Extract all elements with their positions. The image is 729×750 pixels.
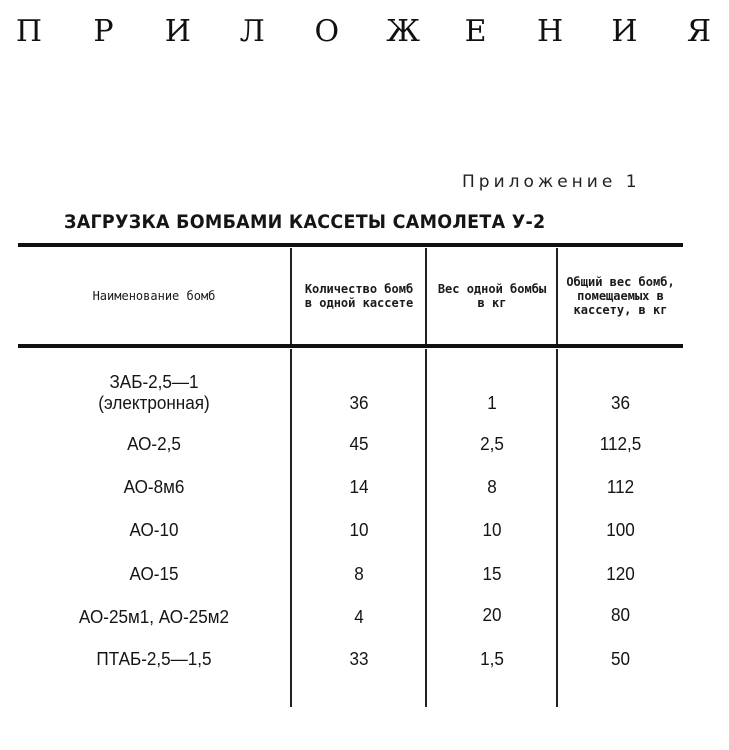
- table-row-name-note: (электронная): [98, 393, 210, 413]
- appendix-label: Приложение 1: [462, 172, 641, 192]
- table-row-unit-weight: 2,5: [480, 434, 504, 454]
- table-row-total-weight: 100: [606, 520, 635, 540]
- table-row-unit-weight: 10: [482, 520, 502, 540]
- table-row-unit-weight: 8: [487, 477, 497, 497]
- table-row-count: 33: [349, 649, 369, 669]
- section-title-letter: Ж: [386, 14, 420, 49]
- header-total-weight: [558, 248, 683, 344]
- table-top-rule: [18, 243, 683, 247]
- section-title-letter: Р: [93, 14, 114, 49]
- table-row-total-weight: 120: [606, 564, 635, 584]
- section-title-letter: Л: [239, 14, 265, 49]
- header-bomb-name: Наименование бомб: [92, 289, 216, 303]
- table-row-name: АО-25м1, АО-25м2: [78, 607, 230, 627]
- table-row-name: АО-8м6: [123, 477, 185, 497]
- section-title-letter: Я: [686, 14, 712, 49]
- column-divider: [556, 349, 558, 707]
- section-title-letter: О: [314, 14, 340, 49]
- section-title-letter: Е: [464, 14, 487, 49]
- table-row-name: ЗАБ-2,5—1: [109, 372, 199, 392]
- section-title: [14, 14, 714, 49]
- table-row-total-weight: 80: [610, 605, 631, 625]
- section-title-letter: И: [164, 14, 191, 49]
- table-row-unit-weight: 1,5: [480, 649, 504, 669]
- table-row-total-weight: 50: [610, 649, 631, 669]
- section-title-letter: Н: [536, 14, 564, 49]
- table-row-count: 36: [349, 393, 369, 413]
- header-text: Общий вес бомб, помещаемых в кассету, в кг: [566, 275, 675, 317]
- column-divider: [425, 349, 427, 707]
- table-row-unit-weight: 20: [482, 605, 502, 625]
- header-bottom-rule: [18, 344, 683, 348]
- table-row-count: 10: [349, 520, 369, 540]
- table-row-count: 4: [354, 607, 364, 627]
- section-title-letter: П: [15, 14, 43, 49]
- table-row-name: АО-10: [129, 520, 179, 540]
- table-row-count: 14: [349, 477, 369, 497]
- table-row-count: 8: [354, 564, 364, 584]
- header-unit-weight: [427, 248, 557, 344]
- table-row-total-weight: 112: [606, 477, 635, 497]
- table-row-unit-weight: 1: [487, 393, 497, 413]
- table-title: ЗАГРУЗКА БОМБАМИ КАССЕТЫ САМОЛЕТА У-2: [64, 211, 546, 233]
- table-row-count: 45: [349, 434, 369, 454]
- table-row-name: ПТАБ-2,5—1,5: [96, 649, 212, 669]
- table-row-total-weight: 112,5: [599, 434, 642, 454]
- header-text: Вес одной бомбы в кг: [437, 282, 547, 310]
- table-row-total-weight: 36: [610, 393, 631, 413]
- section-title-letter: И: [611, 14, 638, 49]
- table-row-name: АО-15: [129, 564, 179, 584]
- column-divider: [290, 349, 292, 707]
- table-row-name: АО-2,5: [127, 434, 181, 454]
- header-text: Количество бомб в одной кассете: [304, 282, 414, 310]
- table-row-unit-weight: 15: [482, 564, 502, 584]
- header-count-per-cassette: [292, 248, 426, 344]
